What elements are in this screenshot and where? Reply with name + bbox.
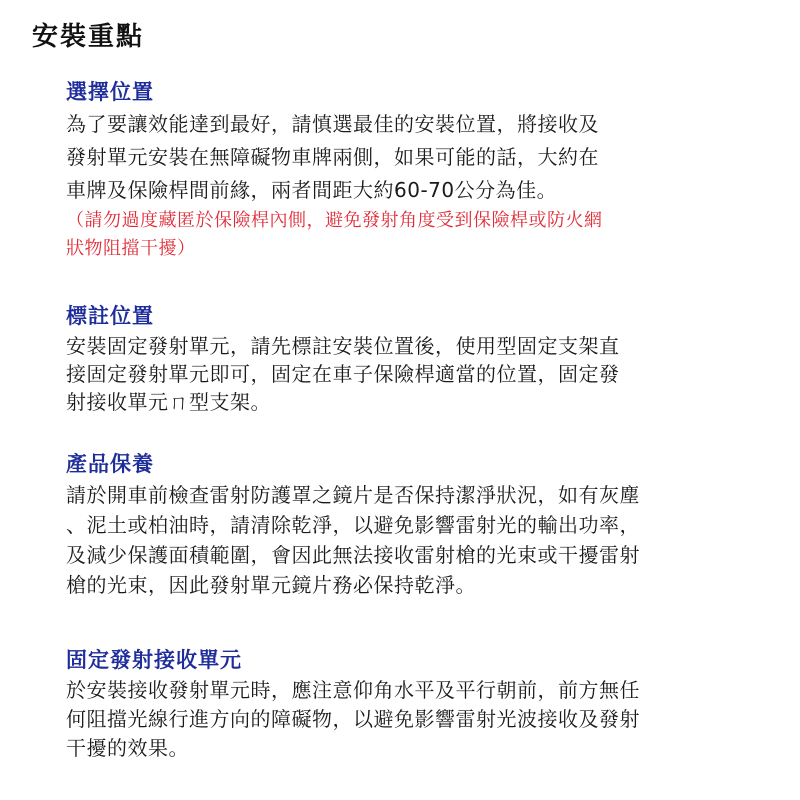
section-select-position xyxy=(66,76,746,263)
paragraph-line: 為了要讓效能達到最好，請慎選最佳的安裝位置，將接收及 xyxy=(66,112,599,136)
paragraph-line: 、泥土或柏油時，請清除乾淨，以避免影響雷射光的輸出功率， xyxy=(66,513,640,537)
paragraph-line: 槍的光束，因此發射單元鏡片務必保持乾淨。 xyxy=(66,573,476,597)
section-heading: 產品保養 xyxy=(66,452,154,476)
paragraph-line: 安裝固定發射單元，請先標註安裝位置後，使用型固定支架直 xyxy=(66,334,620,358)
section-product-maintenance xyxy=(66,448,746,600)
paragraph-line: 及減少保護面積範圍，會因此無法接收雷射槍的光束或干擾雷射 xyxy=(66,543,640,567)
paragraph-line: 射接收單元ㄇ型支架。 xyxy=(66,390,271,414)
section-paragraph xyxy=(66,108,746,207)
paragraph-line: 車牌及保險桿間前緣，兩者間距大約60-70公分為佳。 xyxy=(66,178,558,202)
paragraph-line: 於安裝接收發射單元時，應注意仰角水平及平行朝前，前方無任 xyxy=(66,678,640,702)
section-heading: 固定發射接收單元 xyxy=(66,648,242,672)
section-mark-position xyxy=(66,300,746,416)
paragraph-line: 發射單元安裝在無障礙物車牌兩側，如果可能的話，大約在 xyxy=(66,145,599,169)
paragraph-line: 請於開車前檢查雷射防護罩之鏡片是否保持潔淨狀況，如有灰塵 xyxy=(66,483,640,507)
section-heading: 選擇位置 xyxy=(66,80,154,104)
section-heading: 標註位置 xyxy=(66,304,154,328)
note-line: 狀物阻擋干擾） xyxy=(66,238,196,259)
paragraph-line: 何阻擋光線行進方向的障礙物，以避免影響雷射光波接收及發射 xyxy=(66,707,640,731)
section-fix-units xyxy=(66,644,746,763)
page-title: 安裝重點 xyxy=(32,22,145,52)
section-paragraph xyxy=(66,332,746,416)
warning-note xyxy=(66,207,746,263)
section-paragraph xyxy=(66,676,746,763)
section-paragraph xyxy=(66,480,746,600)
paragraph-line: 干擾的效果。 xyxy=(66,736,189,760)
paragraph-line: 接固定發射單元即可，固定在車子保險桿適當的位置，固定發 xyxy=(66,362,620,386)
note-line: （請勿過度藏匿於保險桿內側，避免發射角度受到保險桿或防火網 xyxy=(66,210,603,231)
